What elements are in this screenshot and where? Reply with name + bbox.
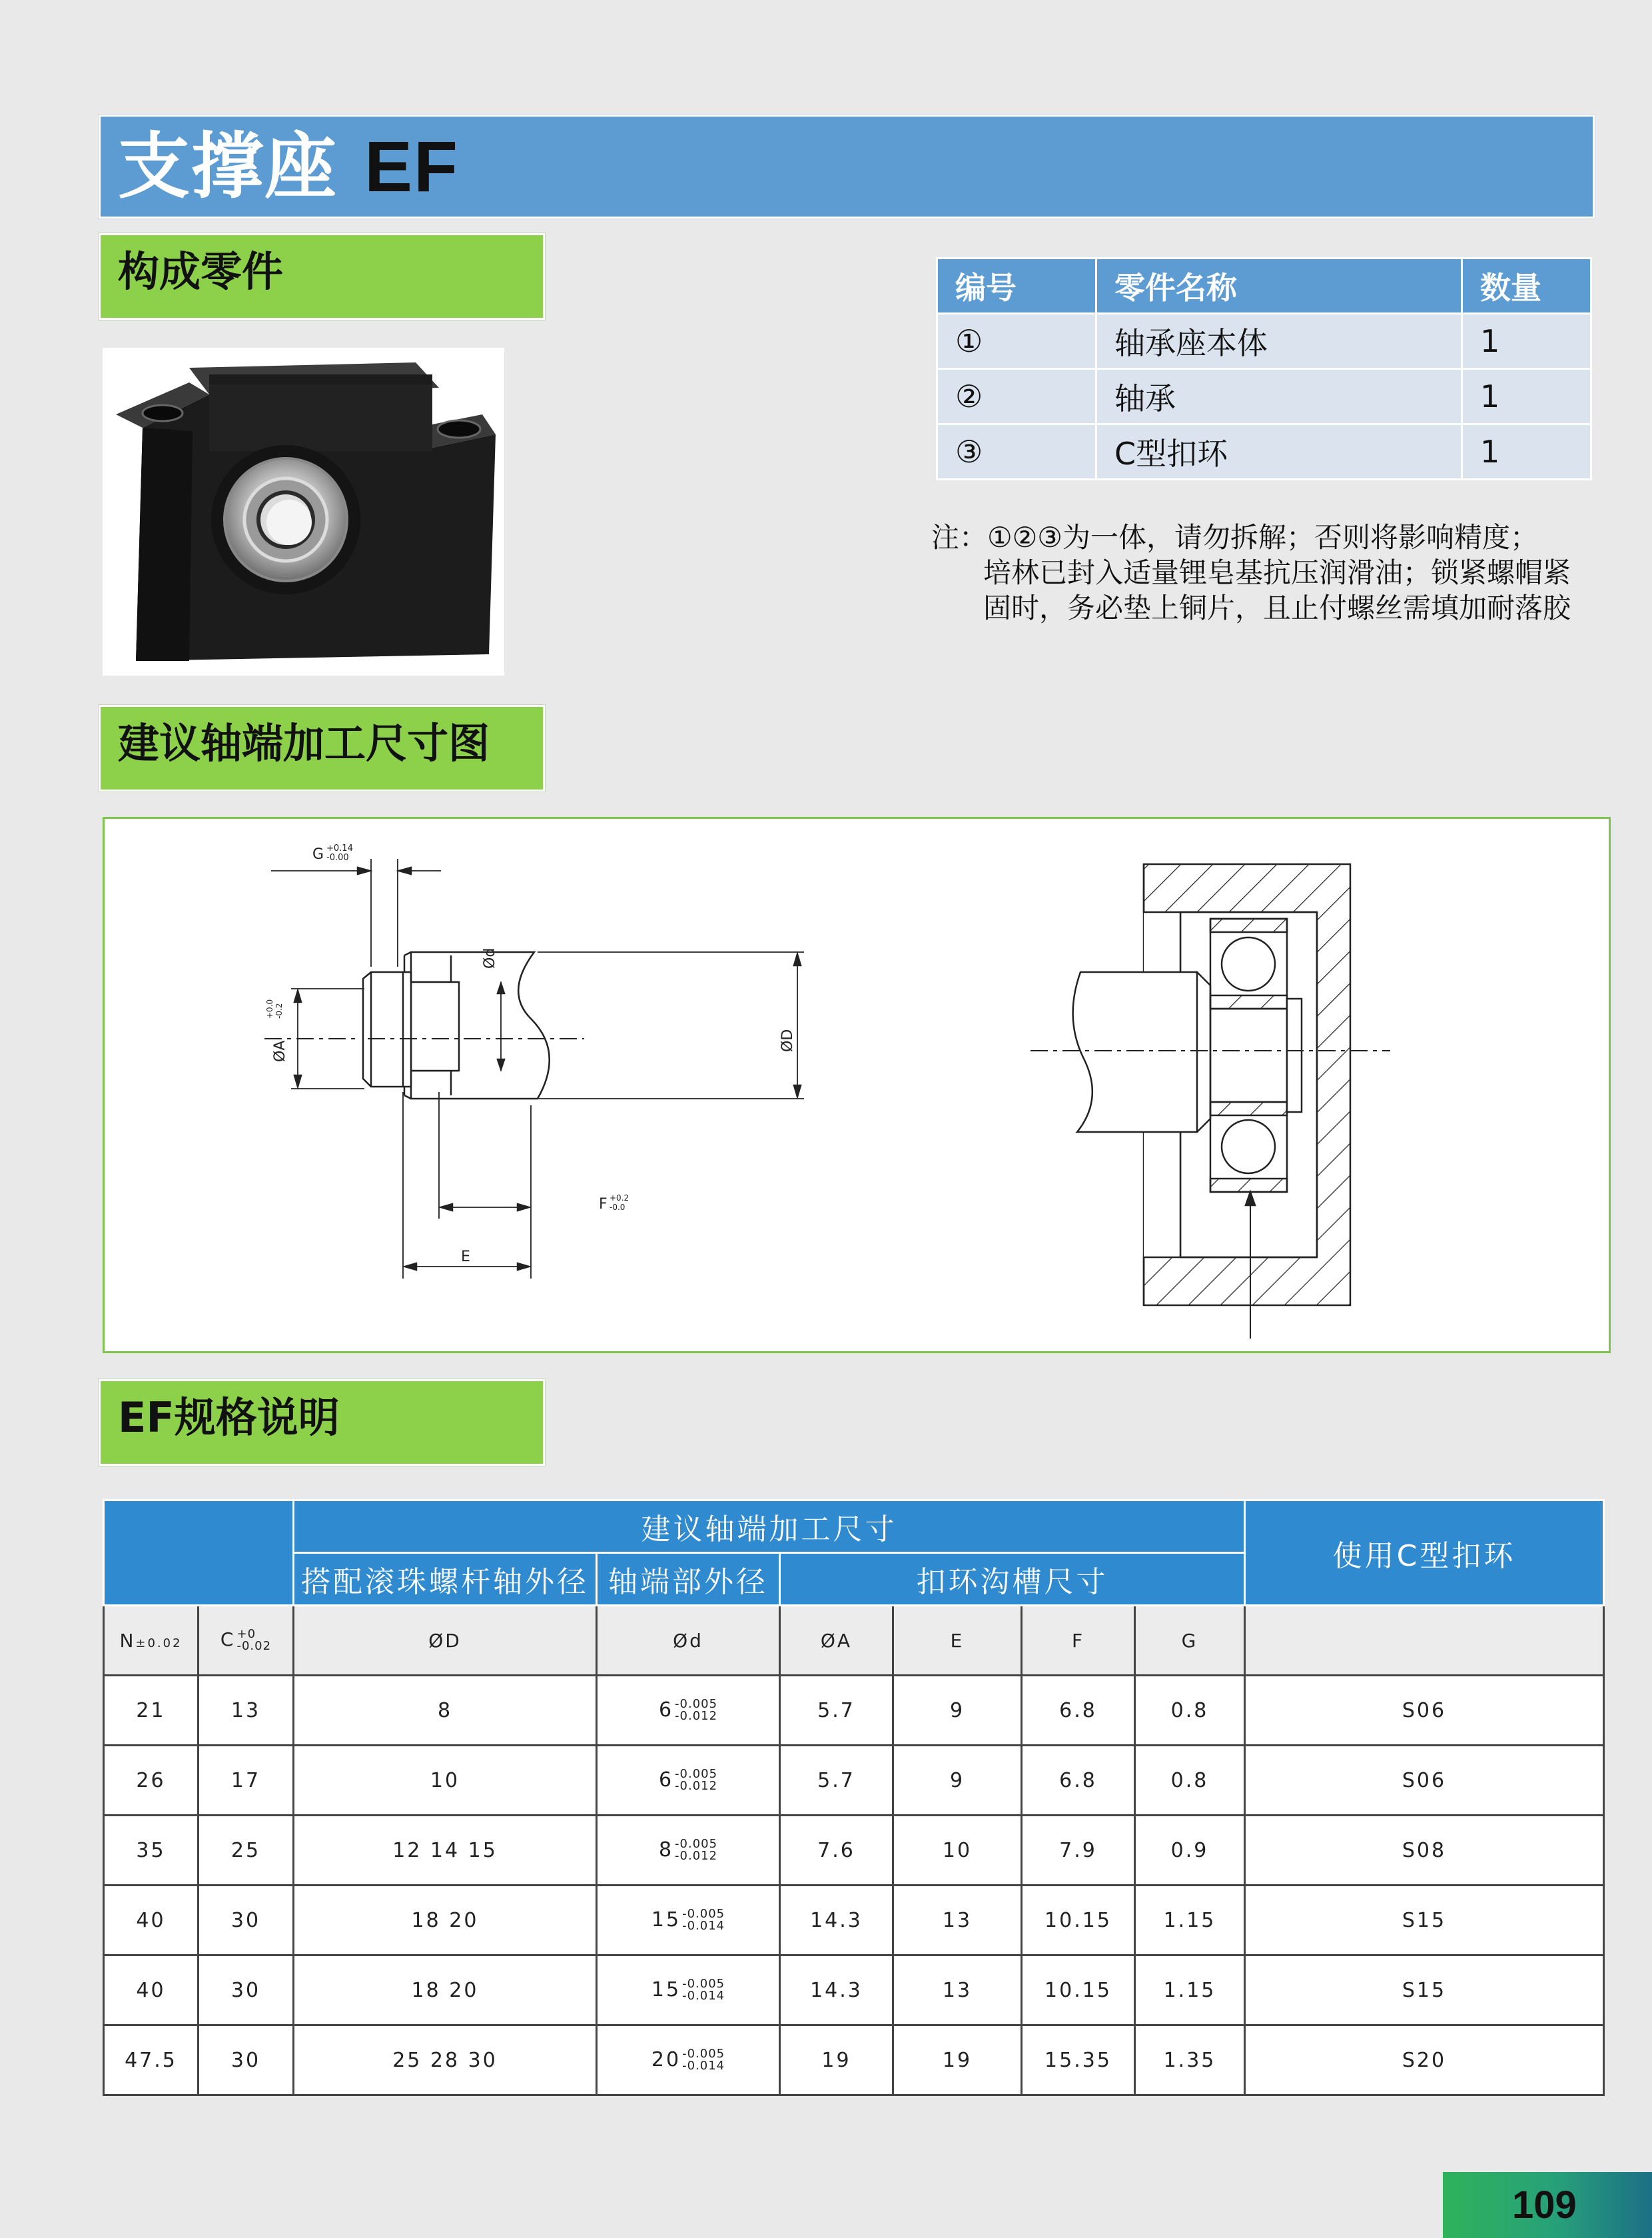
cell-a: 19 [780,2025,893,2095]
section-spec-title: EF规格说明 [118,1393,340,1442]
cell-d-large: 18 20 [294,1886,597,1956]
spec-header-screw: 搭配滚珠螺杆轴外径 [294,1553,597,1606]
col-f: F [1022,1606,1135,1676]
cell-c: 30 [199,2025,294,2095]
cell-e: 19 [893,2025,1022,2095]
parts-cell-no: ② [937,369,1096,424]
parts-cell-name: 轴承 [1096,369,1462,424]
spec-header-ring: 使用C型扣环 [1245,1500,1604,1606]
cell-d-large: 25 28 30 [294,2025,597,2095]
cell-e: 13 [893,1886,1022,1956]
cell-a: 14.3 [780,1956,893,2025]
page-number-tab [1443,2172,1652,2238]
title-bar [99,115,1595,219]
cell-d-large: 12 14 15 [294,1816,597,1886]
col-e: E [893,1606,1022,1676]
col-a: ØA [780,1606,893,1676]
note-line: 固时，务必垫上铜片，且止付螺丝需填加耐落胶 [983,592,1571,624]
label-g-tol: +0.14 [326,843,353,853]
shaft-end-drawing [103,817,1611,1353]
cell-n: 47.5 [104,2025,199,2095]
col-d-large: ØD [294,1606,597,1676]
parts-cell-name: 轴承座本体 [1096,314,1462,369]
table-row [104,1886,1604,1956]
col-d-small: Ød [597,1606,780,1676]
spec-column-row [104,1606,1604,1676]
cell-d-small: 8 -0.005 -0.012 [597,1816,780,1886]
cell-c: 13 [199,1676,294,1746]
spec-header-row [104,1500,1604,1553]
spec-header-blank [104,1500,294,1606]
cell-a: 14.3 [780,1886,893,1956]
cell-d-large: 10 [294,1746,597,1816]
parts-header-qty: 数量 [1462,259,1591,314]
cell-e: 13 [893,1956,1022,2025]
spec-header-group: 建议轴端加工尺寸 [294,1500,1245,1553]
cell-g: 1.35 [1135,2025,1245,2095]
cell-d-small: 15 -0.005 -0.014 [597,1956,780,2025]
cell-c: 30 [199,1886,294,1956]
cell-ring: S06 [1245,1676,1604,1746]
cell-c: 30 [199,1956,294,2025]
label-f: F [599,1196,608,1213]
col-ring [1245,1606,1604,1676]
cell-ring: S15 [1245,1886,1604,1956]
cell-n: 21 [104,1676,199,1746]
cell-c: 25 [199,1816,294,1886]
cell-e: 9 [893,1746,1022,1816]
table-row [104,1676,1604,1746]
label-g: G [312,846,324,863]
label-g-tol: -0.00 [326,853,349,863]
cell-g: 1.15 [1135,1886,1245,1956]
cell-f: 7.9 [1022,1816,1135,1886]
cell-n: 40 [104,1886,199,1956]
cell-ring: S15 [1245,1956,1604,2025]
col-g: G [1135,1606,1245,1676]
table-row [937,424,1591,480]
cell-ring: S20 [1245,2025,1604,2095]
spec-table-wrap [103,1499,1603,2096]
label-e: E [461,1249,470,1265]
cell-f: 10.15 [1022,1956,1135,2025]
cell-f: 10.15 [1022,1886,1135,1956]
cell-f: 6.8 [1022,1746,1135,1816]
parts-table [936,257,1592,480]
title-main: 支撑座 [118,125,338,209]
label-d-large: ØD [779,1029,796,1052]
note-line: 培林已封入适量锂皂基抗压润滑油；锁紧螺帽紧 [983,556,1571,589]
cell-d-small: 6 -0.005 -0.012 [597,1746,780,1816]
spec-header-shaft: 轴端部外径 [597,1553,780,1606]
note-line: 注：①②③为一体，请勿拆解；否则将影响精度； [931,521,1538,554]
cell-e: 10 [893,1816,1022,1886]
table-row [937,369,1591,424]
cell-d-small: 20 -0.005 -0.014 [597,2025,780,2095]
table-row [937,314,1591,369]
technical-drawing [105,819,1609,1351]
support-block-image [103,348,504,676]
assembly-note [931,520,1597,626]
cell-e: 9 [893,1676,1022,1746]
section-parts-title: 构成零件 [118,247,284,296]
label-f-tol: +0.2 [610,1193,629,1203]
label-d-small: Ød [482,947,498,969]
parts-table-header [937,259,1591,314]
cell-g: 0.8 [1135,1746,1245,1816]
cell-d-small: 15 -0.005 -0.014 [597,1886,780,1956]
label-a: ØA [272,1040,288,1062]
cell-c: 17 [199,1746,294,1816]
title-model: EF [364,126,460,207]
spec-header-groove: 扣环沟槽尺寸 [780,1553,1245,1606]
parts-cell-qty: 1 [1462,369,1591,424]
parts-cell-no: ① [937,314,1096,369]
cell-ring: S06 [1245,1746,1604,1816]
cell-d-small: 6 -0.005 -0.012 [597,1676,780,1746]
page-title [118,123,459,211]
table-row [104,1746,1604,1816]
label-a-tol: +0.0 [265,999,274,1019]
parts-header-name: 零件名称 [1096,259,1462,314]
col-c: C +0 -0.02 [199,1606,294,1676]
cell-g: 1.15 [1135,1956,1245,2025]
section-machining-title: 建议轴端加工尺寸图 [118,719,490,768]
cell-a: 5.7 [780,1676,893,1746]
cell-a: 7.6 [780,1816,893,1886]
cell-g: 0.8 [1135,1676,1245,1746]
table-row [104,1816,1604,1886]
parts-header-no: 编号 [937,259,1096,314]
cell-d-large: 18 20 [294,1956,597,2025]
cell-d-large: 8 [294,1676,597,1746]
cell-g: 0.9 [1135,1816,1245,1886]
table-row [104,1956,1604,2025]
product-photo [103,348,504,676]
cell-n: 35 [104,1816,199,1886]
page-number: 109 [1512,2183,1577,2227]
col-n: N±0.02 [104,1606,199,1676]
cell-n: 40 [104,1956,199,2025]
cell-f: 15.35 [1022,2025,1135,2095]
cell-ring: S08 [1245,1816,1604,1886]
parts-cell-qty: 1 [1462,424,1591,480]
table-row [104,2025,1604,2095]
section-parts-header [99,233,545,320]
parts-cell-qty: 1 [1462,314,1591,369]
label-f-tol: -0.0 [610,1203,625,1212]
parts-cell-name: C型扣环 [1096,424,1462,480]
spec-table [103,1499,1605,2096]
parts-cell-no: ③ [937,424,1096,480]
cell-n: 26 [104,1746,199,1816]
cell-f: 6.8 [1022,1676,1135,1746]
cell-a: 5.7 [780,1746,893,1816]
section-machining-header [99,705,545,792]
section-spec-header [99,1379,545,1466]
label-a-tol: -0.2 [274,1003,284,1019]
